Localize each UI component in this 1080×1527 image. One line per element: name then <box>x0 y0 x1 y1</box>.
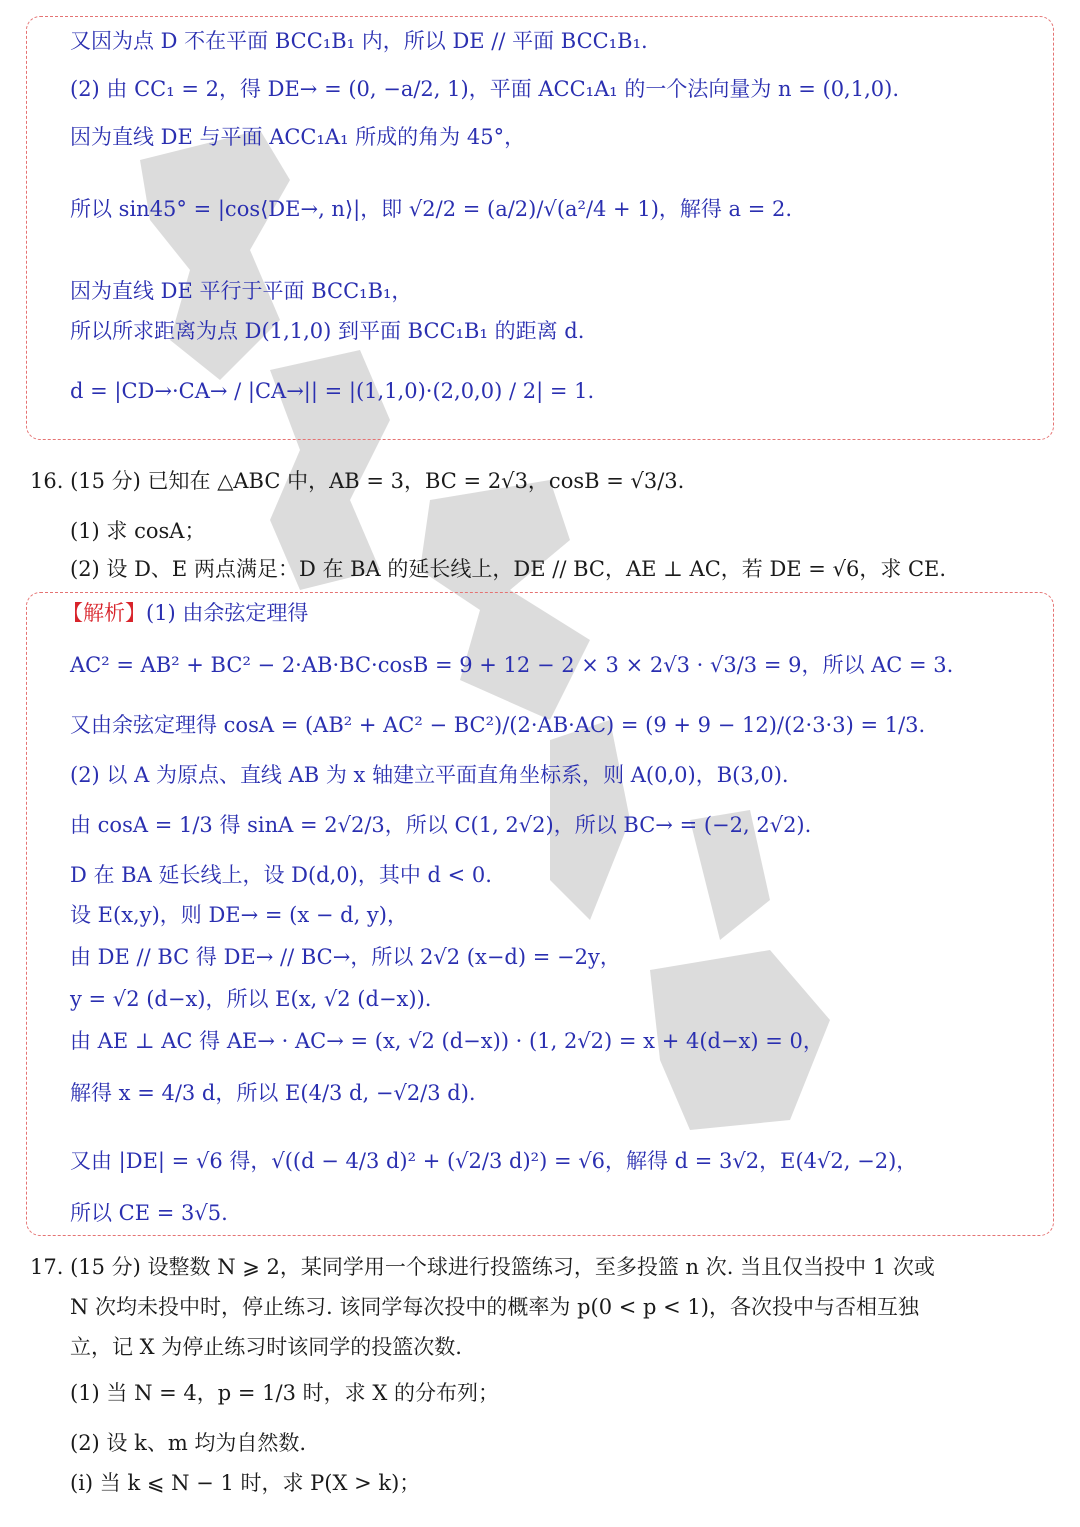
solution-q15-line-e: 因为直线 DE 平行于平面 BCC₁B₁， <box>70 279 413 303</box>
solution-q16-line-3: (2) 以 A 为原点、直线 AB 为 x 轴建立平面直角坐标系，则 A(0,0)，B(3,0). <box>70 763 789 787</box>
solution-q16-line-12: 所以 CE = 3√5. <box>70 1201 228 1225</box>
question-17-line-b: N 次均未投中时，停止练习. 该同学每次投中的概率为 p(0 < p < 1)，各次投中与否相互独 <box>70 1295 919 1319</box>
solution-q16-line-2: 又由余弦定理得 cosA = (AB² + AC² − BC²)/(2·AB·AC) = (9 + 9 − 12)/(2·3·3) = 1/3. <box>70 713 926 737</box>
solution-q15-line-f: 所以所求距离为点 D(1,1,0) 到平面 BCC₁B₁ 的距离 d. <box>70 319 585 343</box>
solution-q16-line-11: 又由 |DE| = √6 得，√((d − 4/3 d)² + (√2/3 d)²) = √6，解得 d = 3√2，E(4√2, −2)， <box>70 1149 918 1173</box>
question-17-line-f: (i) 当 k ⩽ N − 1 时，求 P(X > k)； <box>70 1471 421 1495</box>
solution-tag: 【解析】 <box>62 601 146 625</box>
solution-q15-line-g: d = |CD→·CA→ / |CA→|| = |(1,1,0)·(2,0,0) / 2| = 1. <box>70 379 595 403</box>
solution-q16-line-1: AC² = AB² + BC² − 2·AB·BC·cosB = 9 + 12 − 2 × 3 × 2√3 · √3/3 = 9，所以 AC = 3. <box>70 653 954 677</box>
solution-q15-line-d: 所以 sin45° = |cos⟨DE→, n⟩|，即 √2/2 = (a/2)/√(a²/4 + 1)，解得 a = 2. <box>70 197 793 221</box>
question-17-line-d: (1) 当 N = 4，p = 1/3 时，求 X 的分布列； <box>70 1381 499 1405</box>
solution-q15-line-b: (2) 由 CC₁ = 2，得 DE→ = (0, −a/2, 1)，平面 ACC₁A₁ 的一个法向量为 n = (0,1,0). <box>70 77 899 101</box>
solution-q16-line-4: 由 cosA = 1/3 得 sinA = 2√2/3，所以 C(1, 2√2)，所以 BC→ = (−2, 2√2). <box>70 813 812 837</box>
solution-q15-line-c: 因为直线 DE 与平面 ACC₁A₁ 所成的角为 45°， <box>70 125 526 149</box>
solution-q16-line-7: 由 DE // BC 得 DE→ // BC→，所以 2√2 (x−d) = −2y， <box>70 945 621 969</box>
solution-q16-line-5: D 在 BA 延长线上，设 D(d,0)，其中 d < 0. <box>70 863 492 887</box>
solution-q16-line-0: (1) 由余弦定理得 <box>146 601 309 625</box>
question-16-heading: 16. (15 分) 已知在 △ABC 中，AB = 3，BC = 2√3，cosB = √3/3. <box>30 469 685 493</box>
solution-q16-line-10: 解得 x = 4/3 d，所以 E(4/3 d, −√2/3 d). <box>70 1081 476 1105</box>
solution-q16-line-6: 设 E(x,y)，则 DE→ = (x − d, y)， <box>70 903 408 927</box>
solution-q16-line-9: 由 AE ⊥ AC 得 AE→ · AC→ = (x, √2 (d−x)) · (1, 2√2) = x + 4(d−x) = 0， <box>70 1029 824 1053</box>
question-17-line-c: 立，记 X 为停止练习时该同学的投篮次数. <box>70 1335 462 1359</box>
solution-q16-line-8: y = √2 (d−x)，所以 E(x, √2 (d−x)). <box>70 987 432 1011</box>
solution-q15-line-a: 又因为点 D 不在平面 BCC₁B₁ 内，所以 DE // 平面 BCC₁B₁. <box>70 29 648 53</box>
question-16-part-1: (1) 求 cosA； <box>70 519 206 543</box>
question-16-part-2: (2) 设 D、E 两点满足：D 在 BA 的延长线上，DE // BC，AE ⊥ AC，若 DE = √6，求 CE. <box>70 557 947 581</box>
question-17-line-a: 17. (15 分) 设整数 N ⩾ 2，某同学用一个球进行投篮练习，至多投篮 n 次. 当且仅当投中 1 次或 <box>30 1255 935 1279</box>
solution-q16-first-line <box>62 598 308 628</box>
question-17-line-e: (2) 设 k、m 均为自然数. <box>70 1431 307 1455</box>
